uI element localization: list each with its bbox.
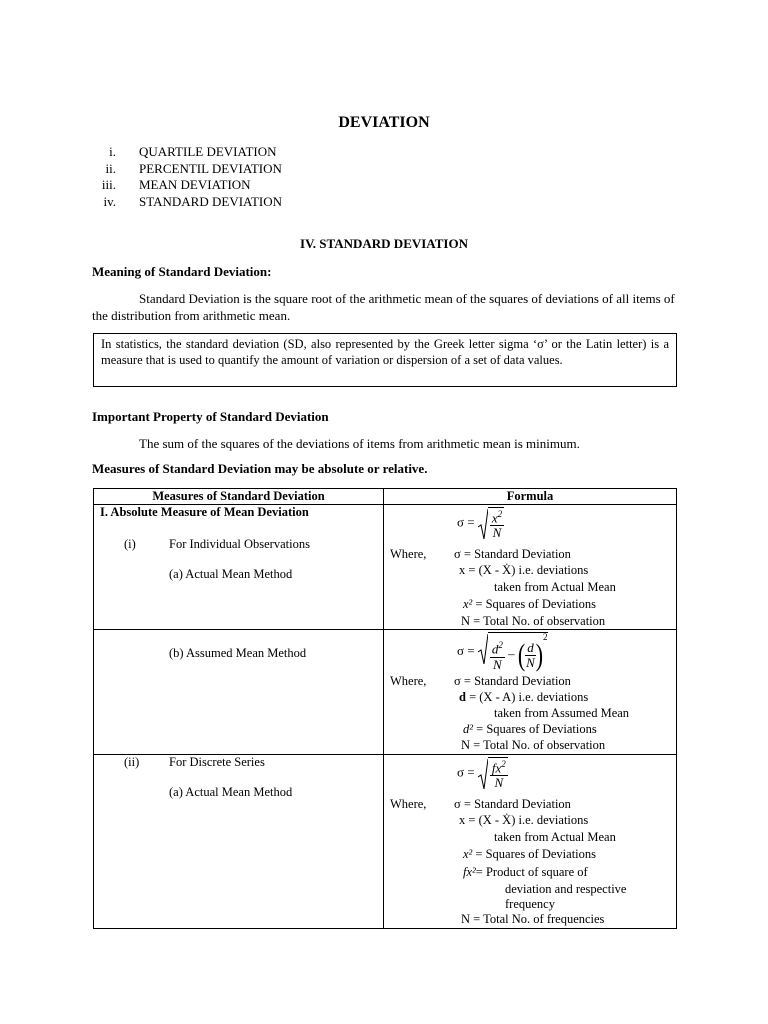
def-text: (X - Ẋ) i.e. deviations: [478, 563, 589, 577]
square-root: [478, 507, 504, 540]
toc-number: iii.: [101, 177, 116, 192]
def-text: (X - A) i.e. deviations: [479, 690, 589, 704]
numerator-exp: 2: [501, 759, 506, 769]
def-text: Squares of Deviations: [486, 722, 597, 736]
def-equals: =: [475, 865, 483, 879]
row-number: (i): [124, 537, 136, 551]
def-equals: =: [475, 847, 483, 861]
numerator-var: d: [527, 639, 534, 655]
def-equals: =: [469, 690, 477, 704]
method-label: (b) Assumed Mean Method: [169, 646, 307, 660]
def-equals: =: [475, 597, 483, 611]
numerator-var: x: [491, 510, 498, 526]
toc-item: MEAN DEVIATION: [139, 177, 251, 192]
meaning-heading: Meaning of Standard Deviation:: [92, 264, 272, 279]
def-equals: =: [463, 547, 471, 561]
def-text: Total No. of frequencies: [483, 912, 605, 926]
measures-heading: Measures of Standard Deviation may be absolute or relative.: [92, 461, 428, 476]
where-label: Where,: [390, 674, 427, 688]
def-text: Squares of Deviations: [485, 597, 597, 611]
row-label: For Individual Observations: [169, 537, 310, 551]
formula: [457, 507, 504, 540]
row-label: For Discrete Series: [169, 755, 265, 769]
property-heading: Important Property of Standard Deviation: [92, 409, 329, 424]
sigma-symbol: σ: [457, 764, 465, 780]
row-number: (ii): [124, 755, 140, 769]
def-symbol: fx²: [463, 865, 476, 879]
toc-number: i.: [109, 144, 116, 159]
def-text: deviation and respective: [505, 882, 627, 896]
where-label: Where,: [390, 547, 427, 561]
table-row: [94, 505, 677, 630]
toc-item: PERCENTIL DEVIATION: [139, 161, 282, 176]
square-root: $\frac{d^2}{N}$ – ( $\frac{d}{N}$ )$^2$: [478, 632, 548, 672]
def-equals: =: [473, 614, 481, 628]
minus-sign: –: [508, 646, 515, 661]
def-symbol: d: [459, 690, 466, 704]
def-text: Squares of Deviations: [485, 847, 597, 861]
formula: [457, 757, 508, 790]
method-label: (a) Actual Mean Method: [169, 567, 293, 581]
numerator-var: d: [491, 641, 499, 657]
radical-icon: [478, 759, 488, 789]
property-text: The sum of the squares of the deviations of items from arithmetic mean is minimum.: [139, 436, 580, 451]
equals-sign: =: [467, 764, 475, 780]
equals-sign: =: [467, 514, 475, 530]
sigma-symbol: σ: [457, 642, 465, 658]
def-text: Total No. of observation: [483, 614, 606, 628]
def-symbol: x: [459, 813, 466, 827]
meaning-paragraph: Standard Deviation is the square root of the arithmetic mean of the squares of deviations of all items of the distribution from arithmetic mean.: [92, 291, 675, 323]
fraction: [525, 641, 536, 670]
def-equals: =: [463, 797, 471, 811]
def-text: taken from Actual Mean: [494, 830, 616, 844]
toc-number: ii.: [105, 161, 116, 176]
denominator-var: N: [526, 654, 535, 670]
table-row: [94, 630, 677, 755]
numerator-var: fx: [491, 760, 502, 776]
toc-number: iv.: [103, 194, 116, 209]
numerator-exp: 2: [497, 509, 503, 519]
def-equals: =: [473, 912, 481, 926]
group-label: I. Absolute Measure of Mean Deviation: [100, 505, 309, 519]
fraction: [490, 507, 504, 540]
radical-icon: [478, 634, 488, 664]
toc-item: QUARTILE DEVIATION: [139, 144, 277, 159]
fraction: [490, 638, 505, 671]
def-symbol: N: [461, 614, 471, 628]
column-header-formula: Formula: [384, 489, 677, 505]
column-header-measures: Measures of Standard Deviation: [94, 489, 384, 505]
def-text: Total No. of observation: [483, 738, 606, 752]
def-symbol: x²: [463, 597, 473, 611]
def-text: (X - Ẋ) i.e. deviations: [478, 813, 589, 827]
square-root: [478, 757, 508, 790]
def-symbol: σ: [454, 797, 461, 811]
table-row: [94, 755, 677, 929]
toc-item: STANDARD DEVIATION: [139, 194, 283, 209]
def-text: Product of square of: [485, 865, 588, 879]
def-text: taken from Assumed Mean: [494, 706, 630, 720]
formula: [457, 632, 548, 672]
def-symbol: N: [461, 912, 471, 926]
def-text: taken from Actual Mean: [494, 580, 616, 594]
equals-sign: =: [467, 642, 475, 658]
numerator-exp: 2: [498, 640, 503, 651]
def-text: Standard Deviation: [474, 674, 571, 688]
def-equals: =: [463, 674, 471, 688]
outer-exponent: 2: [543, 632, 548, 642]
radical-icon: [478, 509, 488, 539]
page-title: DEVIATION: [338, 114, 430, 131]
def-equals: =: [473, 738, 481, 752]
def-text: Standard Deviation: [474, 797, 571, 811]
method-label: (a) Actual Mean Method: [169, 785, 293, 799]
def-equals: =: [468, 563, 476, 577]
def-symbol: x²: [463, 847, 473, 861]
def-symbol: σ: [454, 547, 461, 561]
def-symbol: N: [461, 738, 471, 752]
def-equals: =: [476, 722, 484, 736]
def-text: Standard Deviation: [474, 547, 571, 561]
def-text: frequency: [505, 897, 555, 911]
def-equals: =: [468, 813, 476, 827]
denominator-var: N: [493, 656, 502, 672]
denominator-var: N: [492, 525, 502, 541]
definition-text: In statistics, the standard deviation (SD, also represented by the Greek letter sigma ‘σ’ or the Latin letter) is a measure that is used to quantify the amount of variation or dispersion of a set of data values.: [101, 337, 669, 367]
where-label: Where,: [390, 797, 427, 811]
sigma-symbol: σ: [457, 514, 465, 530]
def-symbol: d²: [463, 722, 473, 736]
section-heading: IV. STANDARD DEVIATION: [300, 236, 468, 251]
def-symbol: σ: [454, 674, 461, 688]
def-symbol: x: [459, 563, 466, 577]
definition-box: [93, 333, 677, 387]
denominator-var: N: [494, 775, 504, 791]
fraction: [490, 757, 508, 790]
measures-table: [93, 488, 677, 929]
